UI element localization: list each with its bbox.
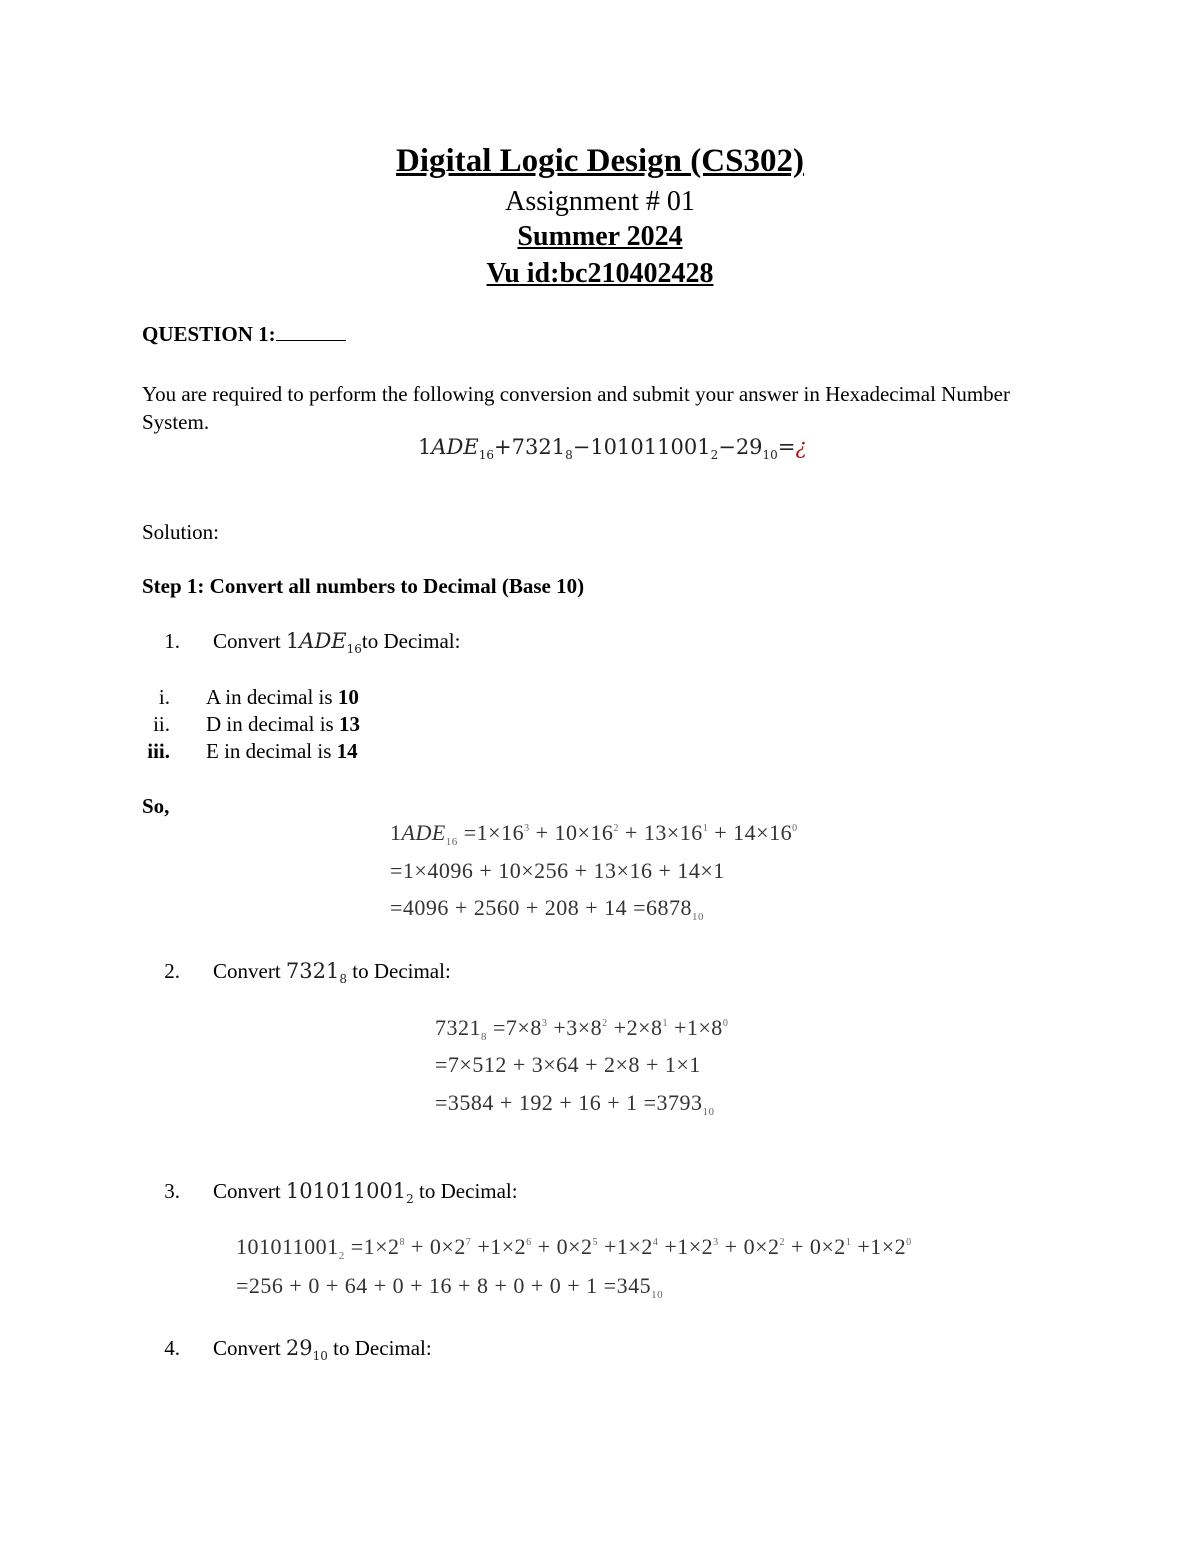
calc-3-line-1: $101011001_2 =1\times 2^8 + 0\times 2^7 +1\times 2^6 + 0\times 2^5 +1\times 2^4 +1\times 2^3 + 0\times 2^2 + 0\times 2^1 +1\times 2^0$ <box>236 1234 912 1262</box>
calc-2-line-2: =7×512 + 3×64 + 2×8 + 1×1 <box>435 1052 701 1077</box>
expr-term-2: $7321_8$ <box>511 435 573 462</box>
list-item: 1. Convert $1ADE_{16}to$ Decimal: <box>164 629 461 656</box>
calc-1-line-1: $1ADE_{16} =1\times 16^3 + 10\times 16^2 + 13\times 16^1 + 14\times 16^0$ <box>390 820 798 848</box>
question-heading <box>142 322 346 347</box>
list-item: 2. Convert $7321_8$ to Decimal: <box>164 959 451 986</box>
expr-term-4: $29_{10}$ <box>735 435 778 462</box>
list-item: i. A in decimal is 10 <box>158 685 359 709</box>
list-item: 4. Convert $29_{10}$ to Decimal: <box>164 1336 432 1363</box>
list-item: 3. Convert $101011001_2$ to Decimal: <box>164 1179 518 1206</box>
item-2-value: $7321_8$ <box>285 959 347 986</box>
vu-id: Vu id:bc210402428 <box>486 258 714 289</box>
solution-label: Solution: <box>142 520 220 544</box>
item-1-value: $1ADE_{16}$ <box>285 629 362 656</box>
question-label: QUESTION 1: <box>142 322 276 346</box>
item-4-value: $29_{10}$ <box>285 1336 328 1363</box>
list-item: iii. E in decimal is 14 <box>147 739 358 763</box>
expr-result: ¿ <box>795 435 807 459</box>
expr-term-3: $101011001_2$ <box>590 435 719 462</box>
conversion-expression: $1ADE_{16}+7321_8-101011001_2-29_{10}=¿$ <box>418 435 807 462</box>
assignment-number: Assignment # 01 <box>505 186 695 217</box>
item-3-value: $101011001_2$ <box>285 1179 414 1206</box>
list-item: ii. D in decimal is 13 <box>153 712 360 736</box>
calc-2-line-1: $7321_8 =7\times 8^3 +3\times 8^2 +2\times 8^1 +1\times 8^0$ <box>435 1015 729 1043</box>
term: Summer 2024 <box>517 221 683 252</box>
page-title: Digital Logic Design (CS302) <box>396 143 804 179</box>
calc-2-line-3: $=3584 + 192 + 16 + 1 =3793_{10}$ <box>435 1090 715 1118</box>
step-1-heading: Step 1: Convert all numbers to Decimal (Base 10) <box>142 574 585 598</box>
expr-term-1: $1ADE_{16}$ <box>418 435 494 462</box>
so-label: So, <box>142 794 170 818</box>
calc-1-line-3: $=4096 + 2560 + 208 + 14 =6878_{10}$ <box>390 895 705 923</box>
calc-3-line-2: $=256 + 0 + 64 + 0 + 16 + 8 + 0 + 0 + 1 =345_{10}$ <box>236 1273 664 1301</box>
calc-1-line-2: =1×4096 + 10×256 + 13×16 + 14×1 <box>390 858 725 883</box>
question-text: You are required to perform the following conversion and submit your answer in Hexadecimal Number System. <box>142 382 1010 434</box>
